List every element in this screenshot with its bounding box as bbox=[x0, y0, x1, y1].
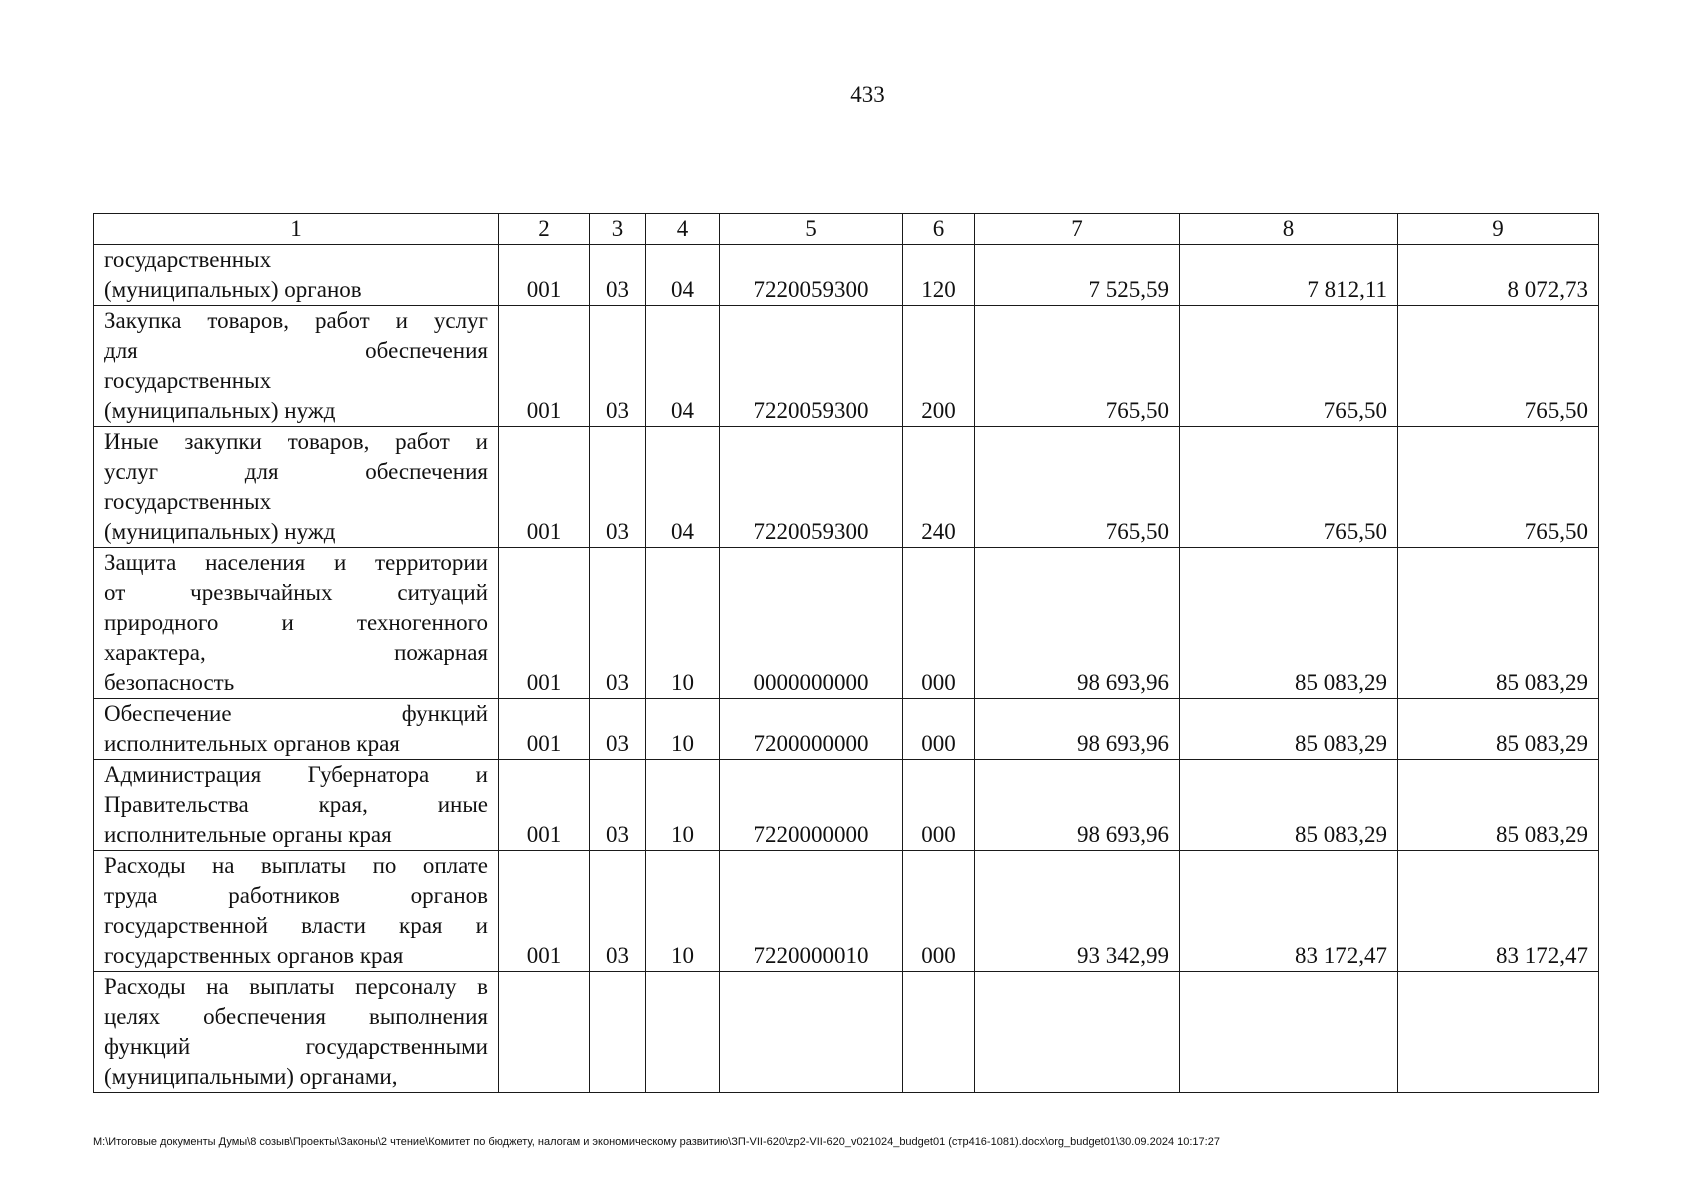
cell-section-code: 03 bbox=[590, 548, 646, 699]
cell-expense-name bbox=[94, 245, 499, 306]
cell-ministry-code: 001 bbox=[499, 548, 590, 699]
cell-target-article bbox=[720, 972, 903, 1093]
cell-ministry-code: 001 bbox=[499, 306, 590, 427]
cell-amount-year-3: 765,50 bbox=[1398, 427, 1599, 548]
cell-expense-type: 200 bbox=[903, 306, 975, 427]
cell-section-code: 03 bbox=[590, 306, 646, 427]
cell-ministry-code: 001 bbox=[499, 760, 590, 851]
table-row bbox=[94, 427, 1599, 548]
cell-target-article: 7220059300 bbox=[720, 245, 903, 306]
cell-amount-year-2: 7 812,11 bbox=[1180, 245, 1398, 306]
table-row bbox=[94, 699, 1599, 760]
cell-amount-year-2: 765,50 bbox=[1180, 306, 1398, 427]
table-row bbox=[94, 548, 1599, 699]
table-row bbox=[94, 306, 1599, 427]
cell-target-article: 7220059300 bbox=[720, 427, 903, 548]
expense-name-line: (муниципальных) нужд bbox=[104, 519, 336, 544]
expense-name-line: безопасность bbox=[104, 670, 235, 695]
expense-name-line: услуг для обеспечения bbox=[104, 459, 488, 484]
expense-name-line: исполнительных органов края bbox=[104, 731, 400, 756]
cell-expense-name bbox=[94, 760, 499, 851]
cell-subsection-code: 04 bbox=[646, 306, 720, 427]
cell-amount-year-1: 93 342,99 bbox=[975, 851, 1180, 972]
table-row bbox=[94, 245, 1599, 306]
cell-expense-name bbox=[94, 427, 499, 548]
cell-subsection-code: 04 bbox=[646, 427, 720, 548]
cell-expense-name bbox=[94, 548, 499, 699]
cell-expense-name bbox=[94, 972, 499, 1093]
cell-amount-year-2 bbox=[1180, 972, 1398, 1093]
expense-name-line: (муниципальных) органов bbox=[104, 277, 362, 302]
cell-amount-year-1: 765,50 bbox=[975, 306, 1180, 427]
cell-ministry-code: 001 bbox=[499, 851, 590, 972]
cell-expense-type: 240 bbox=[903, 427, 975, 548]
cell-section-code: 03 bbox=[590, 427, 646, 548]
cell-ministry-code bbox=[499, 972, 590, 1093]
cell-amount-year-3: 8 072,73 bbox=[1398, 245, 1599, 306]
cell-amount-year-2: 85 083,29 bbox=[1180, 760, 1398, 851]
cell-expense-type: 000 bbox=[903, 760, 975, 851]
cell-expense-name bbox=[94, 699, 499, 760]
cell-amount-year-3: 85 083,29 bbox=[1398, 699, 1599, 760]
cell-subsection-code: 10 bbox=[646, 699, 720, 760]
column-header: 9 bbox=[1398, 214, 1599, 245]
cell-amount-year-3: 85 083,29 bbox=[1398, 548, 1599, 699]
cell-amount-year-3: 765,50 bbox=[1398, 306, 1599, 427]
expense-name-line: (муниципальных) нужд bbox=[104, 398, 336, 423]
expense-name-line: государственных bbox=[104, 368, 272, 393]
cell-target-article: 7220000000 bbox=[720, 760, 903, 851]
expense-name-line: Расходы на выплаты по оплате bbox=[104, 853, 488, 878]
cell-expense-type bbox=[903, 972, 975, 1093]
expense-name-line: (муниципальными) органами, bbox=[104, 1064, 398, 1089]
column-header: 7 bbox=[975, 214, 1180, 245]
cell-target-article: 7220059300 bbox=[720, 306, 903, 427]
cell-amount-year-3 bbox=[1398, 972, 1599, 1093]
expense-name-line: государственных bbox=[104, 247, 272, 272]
cell-subsection-code: 10 bbox=[646, 548, 720, 699]
column-header: 3 bbox=[590, 214, 646, 245]
cell-subsection-code: 04 bbox=[646, 245, 720, 306]
cell-expense-name bbox=[94, 306, 499, 427]
expense-name-line: от чрезвычайных ситуаций bbox=[104, 580, 488, 605]
cell-expense-type: 000 bbox=[903, 548, 975, 699]
cell-amount-year-1: 98 693,96 bbox=[975, 699, 1180, 760]
expense-name-line: государственной власти края и bbox=[104, 913, 488, 938]
expense-name-line: функций государственными bbox=[104, 1034, 488, 1059]
expense-name-line: характера, пожарная bbox=[104, 640, 488, 665]
cell-expense-type: 000 bbox=[903, 699, 975, 760]
cell-amount-year-2: 85 083,29 bbox=[1180, 699, 1398, 760]
expense-name-line: Обеспечение функций bbox=[104, 701, 488, 726]
expense-name-line: целях обеспечения выполнения bbox=[104, 1004, 488, 1029]
column-header: 8 bbox=[1180, 214, 1398, 245]
cell-section-code bbox=[590, 972, 646, 1093]
column-number-row bbox=[94, 214, 1599, 245]
cell-ministry-code: 001 bbox=[499, 699, 590, 760]
cell-section-code: 03 bbox=[590, 851, 646, 972]
cell-subsection-code bbox=[646, 972, 720, 1093]
cell-amount-year-2: 85 083,29 bbox=[1180, 548, 1398, 699]
cell-expense-name bbox=[94, 851, 499, 972]
cell-expense-type: 000 bbox=[903, 851, 975, 972]
expense-name-line: Администрация Губернатора и bbox=[104, 762, 488, 787]
expense-name-line: Защита населения и территории bbox=[104, 550, 488, 575]
expense-name-line: для обеспечения bbox=[104, 338, 488, 363]
expense-name-line: Правительства края, иные bbox=[104, 792, 488, 817]
cell-amount-year-3: 83 172,47 bbox=[1398, 851, 1599, 972]
expense-name-line: природного и техногенного bbox=[104, 610, 488, 635]
cell-section-code: 03 bbox=[590, 760, 646, 851]
budget-table bbox=[93, 213, 1599, 1093]
expense-name-line: государственных органов края bbox=[104, 943, 404, 968]
table-body bbox=[94, 214, 1599, 1093]
cell-section-code: 03 bbox=[590, 699, 646, 760]
cell-ministry-code: 001 bbox=[499, 245, 590, 306]
cell-target-article: 0000000000 bbox=[720, 548, 903, 699]
table-row bbox=[94, 760, 1599, 851]
column-header: 1 bbox=[94, 214, 499, 245]
expense-name-line: государственных bbox=[104, 489, 272, 514]
cell-subsection-code: 10 bbox=[646, 760, 720, 851]
expense-name-line: исполнительные органы края bbox=[104, 822, 392, 847]
cell-amount-year-1 bbox=[975, 972, 1180, 1093]
file-path-footer: M:\Итоговые документы Думы\8 созыв\Проекты\Законы\2 чтение\Комитет по бюджету, налогам и экономическому развитию\ЗП-VII-620\zp2-VII-620_v021024_budget01 (стр416-1081).docx\org_budget01\30.09.2024 10:17:27 bbox=[93, 1136, 1220, 1148]
page-number: 433 bbox=[850, 82, 885, 107]
cell-target-article: 7220000010 bbox=[720, 851, 903, 972]
column-header: 2 bbox=[499, 214, 590, 245]
column-header: 4 bbox=[646, 214, 720, 245]
cell-amount-year-1: 98 693,96 bbox=[975, 548, 1180, 699]
cell-amount-year-1: 98 693,96 bbox=[975, 760, 1180, 851]
expense-name-line: Закупка товаров, работ и услуг bbox=[104, 308, 488, 333]
cell-target-article: 7200000000 bbox=[720, 699, 903, 760]
cell-amount-year-2: 83 172,47 bbox=[1180, 851, 1398, 972]
cell-expense-type: 120 bbox=[903, 245, 975, 306]
expense-name-line: труда работников органов bbox=[104, 883, 488, 908]
column-header: 5 bbox=[720, 214, 903, 245]
cell-amount-year-2: 765,50 bbox=[1180, 427, 1398, 548]
cell-amount-year-3: 85 083,29 bbox=[1398, 760, 1599, 851]
cell-subsection-code: 10 bbox=[646, 851, 720, 972]
cell-ministry-code: 001 bbox=[499, 427, 590, 548]
cell-amount-year-1: 7 525,59 bbox=[975, 245, 1180, 306]
expense-name-line: Иные закупки товаров, работ и bbox=[104, 429, 488, 454]
expense-name-line: Расходы на выплаты персоналу в bbox=[104, 974, 488, 999]
cell-amount-year-1: 765,50 bbox=[975, 427, 1180, 548]
table-row bbox=[94, 972, 1599, 1093]
cell-section-code: 03 bbox=[590, 245, 646, 306]
table-row bbox=[94, 851, 1599, 972]
column-header: 6 bbox=[903, 214, 975, 245]
